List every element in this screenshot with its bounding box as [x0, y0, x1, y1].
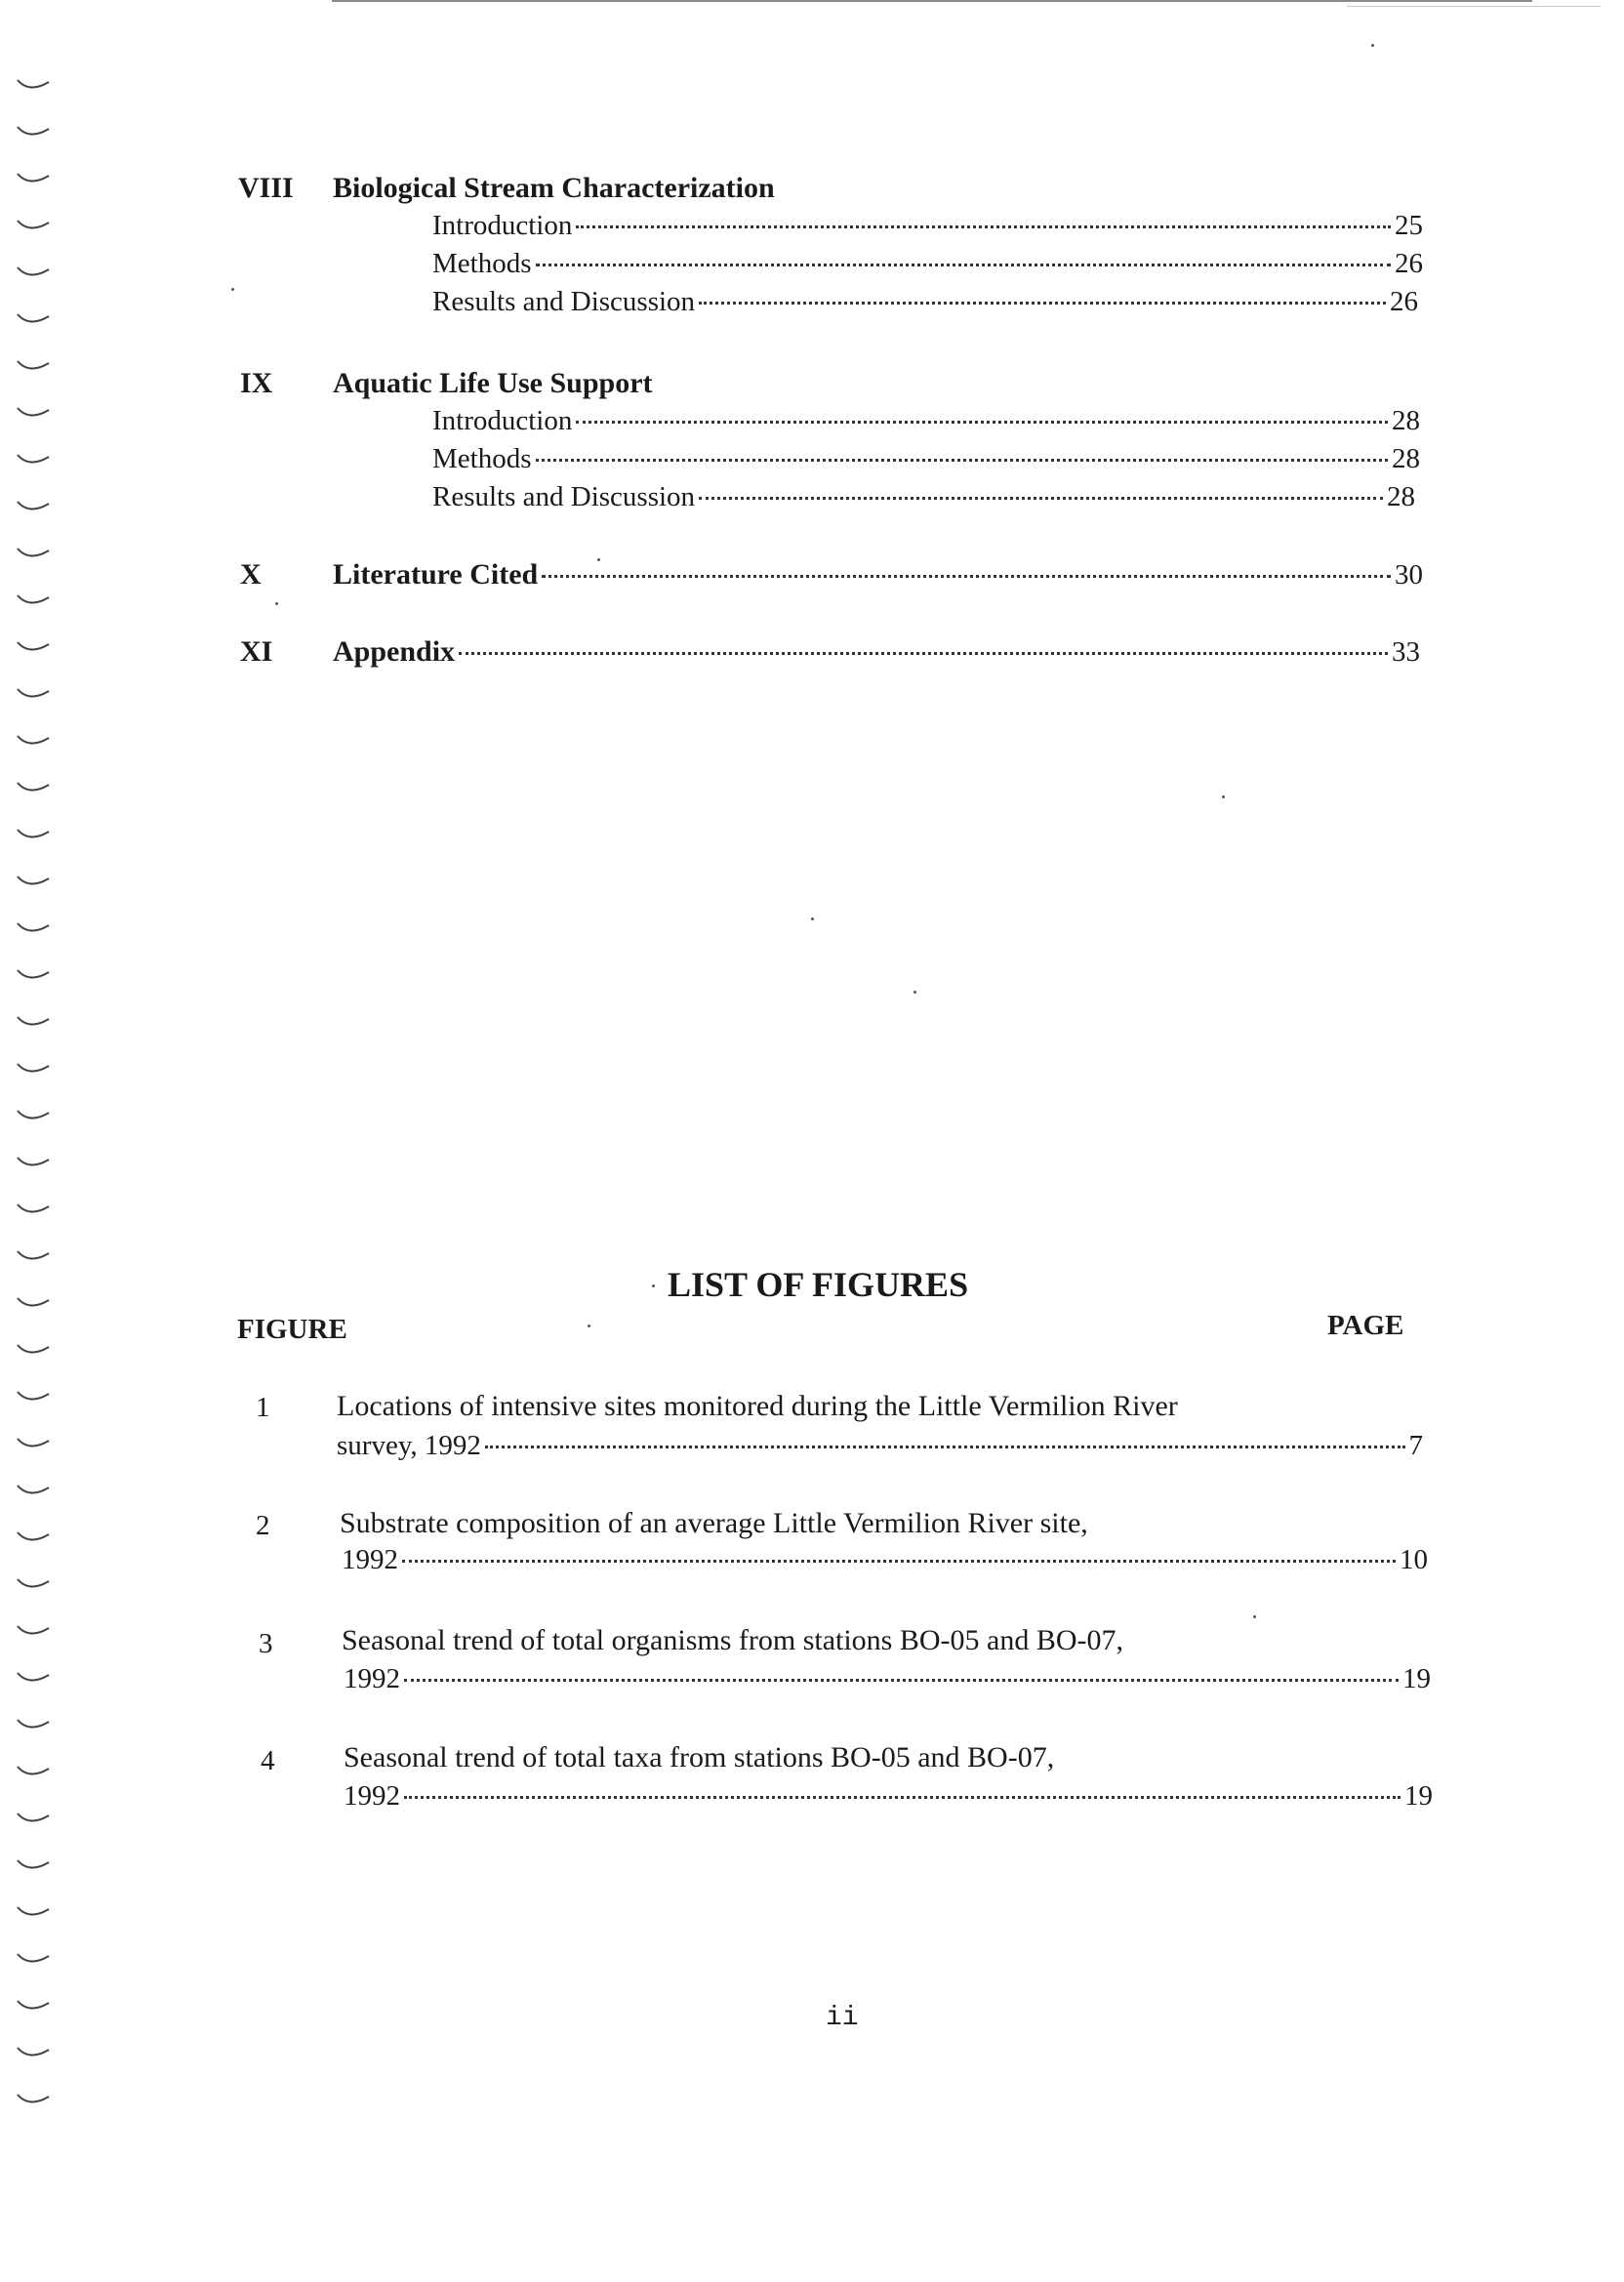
- figure-entry[interactable]: [342, 1544, 1428, 1576]
- toc-entry[interactable]: [432, 248, 1423, 280]
- dot-leader: [404, 1796, 1401, 1799]
- figure-entry[interactable]: [344, 1780, 1433, 1813]
- figure-entry[interactable]: [337, 1430, 1423, 1462]
- binding-hole-mark: [18, 1720, 49, 1728]
- figure-page: 7: [1408, 1430, 1423, 1461]
- toc-entry-label: Results and Discussion: [432, 481, 696, 512]
- binding-hole-mark: [18, 1532, 49, 1540]
- toc-entry-label: Methods: [432, 443, 532, 474]
- figure-entry[interactable]: [344, 1663, 1431, 1695]
- binding-hole-mark: [18, 830, 49, 837]
- binding-hole-mark: [18, 1767, 49, 1774]
- toc-section-number: IX: [240, 367, 273, 399]
- toc-entry[interactable]: [333, 558, 1423, 591]
- toc-entry-label: Methods: [432, 248, 532, 279]
- binding-hole-mark: [18, 1673, 49, 1681]
- toc-entry-label: Introduction: [432, 210, 573, 241]
- binding-hole-mark: [18, 221, 49, 228]
- spiral-binding-holes: [14, 39, 53, 2138]
- dot-leader: [699, 497, 1383, 500]
- binding-hole-mark: [18, 1017, 49, 1025]
- binding-hole-mark: [18, 1111, 49, 1119]
- binding-hole-mark: [18, 970, 49, 978]
- page-column-header: PAGE: [1327, 1310, 1404, 1341]
- dot-leader: [576, 421, 1388, 424]
- toc-entry-label: Introduction: [432, 405, 573, 436]
- binding-hole-mark: [18, 80, 49, 88]
- binding-hole-mark: [18, 736, 49, 744]
- figure-caption-cont: 1992: [344, 1780, 400, 1812]
- toc-section-number: XI: [240, 635, 273, 668]
- toc-section-title: Literature Cited: [333, 558, 539, 591]
- binding-hole-mark: [18, 502, 49, 509]
- binding-hole-mark: [18, 2048, 49, 2056]
- toc-section-title: Biological Stream Characterization: [333, 172, 775, 204]
- figure-number: 1: [256, 1392, 270, 1423]
- toc-entry[interactable]: [432, 286, 1418, 318]
- binding-hole-mark: [18, 1251, 49, 1259]
- page-number: ii: [826, 2003, 859, 2033]
- figure-caption-cont: 1992: [342, 1544, 398, 1575]
- figure-number: 4: [261, 1745, 275, 1776]
- toc-entry[interactable]: [333, 635, 1420, 669]
- binding-hole-mark: [18, 314, 49, 322]
- toc-entry-page: 28: [1392, 405, 1420, 436]
- binding-hole-mark: [18, 2095, 49, 2102]
- binding-hole-mark: [18, 1626, 49, 1634]
- binding-hole-mark: [18, 1345, 49, 1353]
- binding-hole-mark: [18, 2001, 49, 2009]
- figure-caption-cont: survey, 1992: [337, 1430, 481, 1461]
- dot-leader: [459, 652, 1388, 655]
- binding-hole-mark: [18, 1392, 49, 1400]
- binding-hole-mark: [18, 455, 49, 463]
- dot-leader: [402, 1560, 1396, 1563]
- toc-section-title: Aquatic Life Use Support: [333, 367, 653, 399]
- binding-hole-mark: [18, 1954, 49, 1962]
- figure-caption: Seasonal trend of total taxa from stations BO-05 and BO-07,: [344, 1741, 1055, 1773]
- binding-hole-mark: [18, 689, 49, 697]
- binding-hole-mark: [18, 783, 49, 791]
- figure-caption-cont: 1992: [344, 1663, 400, 1694]
- toc-entry-page: 30: [1395, 559, 1423, 591]
- binding-hole-mark: [18, 1298, 49, 1306]
- toc-section-number: X: [240, 558, 262, 591]
- dot-leader: [536, 459, 1389, 462]
- dot-leader: [536, 264, 1392, 266]
- toc-entry-page: 26: [1395, 248, 1423, 279]
- binding-hole-mark: [18, 127, 49, 135]
- toc-entry[interactable]: [432, 405, 1420, 437]
- binding-hole-mark: [18, 642, 49, 650]
- binding-hole-mark: [18, 1860, 49, 1868]
- binding-hole-mark: [18, 174, 49, 182]
- toc-entry-page: 28: [1392, 443, 1420, 474]
- dot-leader: [576, 225, 1391, 228]
- list-of-figures-title: LIST OF FIGURES: [668, 1265, 969, 1304]
- figure-number: 2: [256, 1510, 270, 1541]
- scan-speck: [231, 288, 234, 291]
- scan-speck: [1371, 44, 1374, 47]
- dot-leader: [542, 575, 1391, 578]
- toc-section-title: Appendix: [333, 635, 456, 668]
- binding-hole-mark: [18, 595, 49, 603]
- binding-hole-mark: [18, 361, 49, 369]
- figure-caption: Locations of intensive sites monitored during the Little Vermilion River: [337, 1390, 1178, 1422]
- binding-hole-mark: [18, 923, 49, 931]
- scan-speck: [597, 558, 600, 561]
- toc-entry[interactable]: [432, 481, 1415, 513]
- toc-entry-page: 26: [1390, 286, 1418, 317]
- toc-entry-page: 33: [1392, 636, 1420, 668]
- binding-hole-mark: [18, 1439, 49, 1447]
- figure-caption: Seasonal trend of total organisms from stations BO-05 and BO-07,: [342, 1624, 1124, 1656]
- figure-number: 3: [259, 1628, 273, 1659]
- figure-page: 10: [1400, 1544, 1428, 1575]
- figure-page: 19: [1404, 1780, 1433, 1812]
- binding-hole-mark: [18, 1158, 49, 1165]
- dot-leader: [404, 1679, 1399, 1682]
- toc-entry[interactable]: [432, 210, 1423, 242]
- scan-speck: [652, 1284, 655, 1287]
- binding-hole-mark: [18, 1204, 49, 1212]
- binding-hole-mark: [18, 1486, 49, 1493]
- binding-hole-mark: [18, 1064, 49, 1072]
- scan-speck: [1253, 1615, 1256, 1618]
- scan-speck: [275, 602, 278, 605]
- binding-hole-mark: [18, 1907, 49, 1915]
- figure-page: 19: [1402, 1663, 1431, 1694]
- scan-speck: [1222, 795, 1225, 798]
- binding-hole-mark: [18, 267, 49, 275]
- figure-column-header: FIGURE: [237, 1314, 347, 1345]
- scan-speck: [588, 1324, 590, 1327]
- scan-speck: [914, 991, 916, 994]
- binding-hole-mark: [18, 549, 49, 556]
- binding-hole-mark: [18, 876, 49, 884]
- binding-hole-mark: [18, 408, 49, 416]
- scan-speck: [811, 917, 814, 920]
- toc-entry[interactable]: [432, 443, 1420, 475]
- binding-hole-mark: [18, 1813, 49, 1821]
- dot-leader: [485, 1446, 1405, 1448]
- toc-section-number: VIII: [238, 172, 294, 204]
- toc-entry-page: 28: [1387, 481, 1415, 512]
- figure-caption: Substrate composition of an average Little Vermilion River site,: [340, 1507, 1088, 1539]
- dot-leader: [699, 302, 1386, 305]
- top-scan-rule-faint: [1347, 6, 1601, 7]
- toc-entry-label: Results and Discussion: [432, 286, 696, 317]
- toc-entry-page: 25: [1395, 210, 1423, 241]
- top-scan-rule: [332, 0, 1532, 2]
- binding-hole-mark: [18, 1579, 49, 1587]
